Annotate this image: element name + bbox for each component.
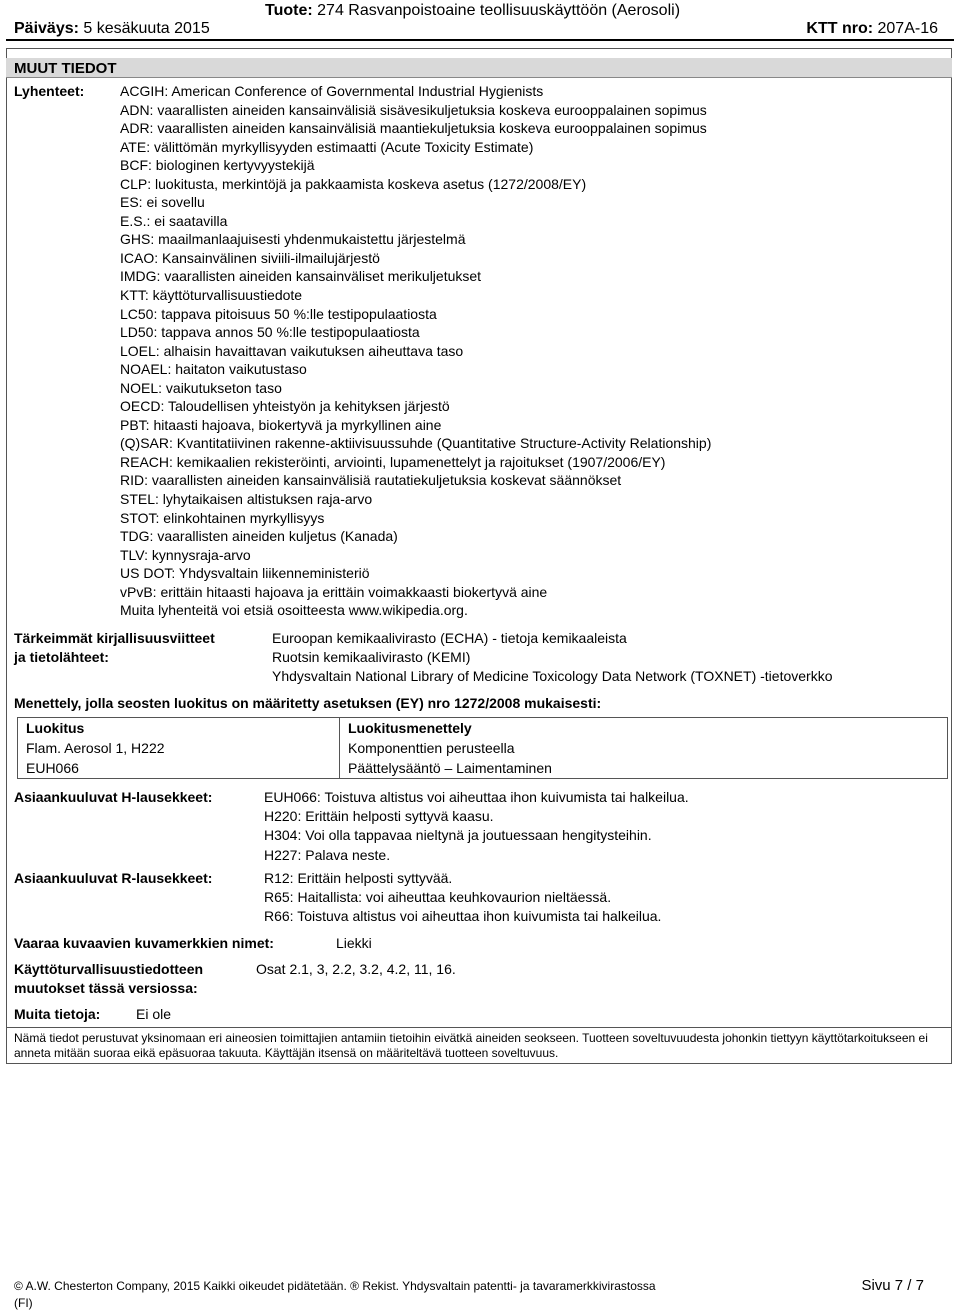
list-item: OECD: Taloudellisen yhteistyön ja kehityksen järjestö: [120, 398, 450, 415]
table-row: [18, 738, 948, 758]
changes-label-line-2: muutokset tässä versiossa:: [14, 980, 198, 996]
references-list: [272, 629, 833, 686]
list-item: Euroopan kemikaalivirasto (ECHA) - tietoja kemikaaleista: [272, 630, 627, 646]
table-header-cell: Luokitus: [18, 718, 340, 739]
changes-label: [14, 960, 203, 998]
table-cell: Flam. Aerosol 1, H222: [18, 738, 340, 758]
list-item: TDG: vaarallisten aineiden kuljetus (Kanada): [120, 528, 398, 545]
list-item: US DOT: Yhdysvaltain liikenneministeriö: [120, 565, 370, 582]
list-item: KTT: käyttöturvallisuustiedote: [120, 287, 303, 304]
r-statements-label: Asiaankuuluvat R-lausekkeet:: [14, 870, 213, 886]
list-item: REACH: kemikaalien rekisteröinti, arviointi, lupamenettelyt ja rajoitukset (1907/2006/EY): [120, 453, 666, 470]
ktt-value: 207A-16: [877, 20, 938, 37]
table-header-cell: Luokitusmenettely: [340, 718, 948, 739]
footer-copyright: © A.W. Chesterton Company, 2015 Kaikki oikeudet pidätetään. ® Rekist. Yhdysvaltain patentti- ja tavaramerkkivirastossa: [14, 1279, 656, 1293]
footer-locale: (FI): [14, 1296, 33, 1310]
list-item: ADN: vaarallisten aineiden kansainvälisiä sisävesikuljetuksia koskeva eurooppalainen sopimus: [120, 101, 707, 118]
list-item: E.S.: ei saatavilla: [120, 212, 228, 229]
list-item: R65: Haitallista: voi aiheuttaa keuhkovaurion nieltäessä.: [264, 889, 612, 905]
list-item: (Q)SAR: Kvantitatiivinen rakenne-aktiivisuussuhde (Quantitative Structure-Activity Relationship): [120, 435, 712, 452]
list-item: IMDG: vaarallisten aineiden kansainväliset merikuljetukset: [120, 268, 482, 285]
table-cell: Päättelysääntö – Laimentaminen: [340, 758, 948, 779]
product-label: Tuote:: [265, 2, 313, 19]
references-label-line-2: ja tietolähteet:: [14, 649, 109, 665]
references-label-line-1: Tärkeimmät kirjallisuusviitteet: [14, 630, 215, 646]
list-item: Ruotsin kemikaalivirasto (KEMI): [272, 649, 471, 665]
disclaimer-text: Nämä tiedot perustuvat yksinomaan eri aineosien toimittajien antamiin tietoihin eivätkä aineiden seokseen. Tuotteen soveltuvuudesta johonkin tiettyyn käyttötarkoitukseen ei anneta mitään suoraa eikä epäsuoraa takuuta. Käyttäjän itsensä on määriteltävä tuotteen soveltuvuus.: [14, 1031, 928, 1060]
list-item: ICAO: Kansainvälinen siviili-ilmailujärjestö: [120, 249, 380, 266]
list-item: ES: ei sovellu: [120, 194, 205, 211]
references-label: [14, 629, 215, 667]
list-item: NOAEL: haitaton vaikutustaso: [120, 361, 307, 378]
changes-label-line-1: Käyttöturvallisuustiedotteen: [14, 961, 204, 977]
date-value: 5 kesäkuuta 2015: [83, 20, 210, 37]
section-header-bar: [6, 58, 952, 78]
list-item: RID: vaarallisten aineiden kansainvälisiä rautatiekuljetuksia koskevat säännökset: [120, 472, 622, 489]
pictogram-value: Liekki: [336, 935, 372, 951]
classification-table: [17, 717, 948, 779]
header-date: [14, 20, 210, 38]
list-item: PBT: hitaasti hajoava, biokertyvä ja myrkyllinen aine: [120, 416, 442, 433]
list-item: H220: Erittäin helposti syttyvä kaasu.: [264, 808, 494, 825]
h-statements-list: [264, 788, 689, 865]
abbreviations-list: [120, 82, 711, 620]
list-item: STEL: lyhytaikaisen altistuksen raja-arvo: [120, 491, 373, 508]
list-item: Muita lyhenteitä voi etsiä osoitteesta www.wikipedia.org.: [120, 602, 468, 619]
list-item: EUH066: Toistuva altistus voi aiheuttaa ihon kuivumista tai halkeilua.: [264, 789, 689, 805]
list-item: CLP: luokitusta, merkintöjä ja pakkaamista koskeva asetus (1272/2008/EY): [120, 175, 587, 192]
pictogram-label: Vaaraa kuvaavien kuvamerkkien nimet:: [14, 935, 274, 951]
misc-label: Muita tietoja:: [14, 1006, 101, 1022]
table-cell: Komponenttien perusteella: [340, 738, 948, 758]
list-item: LD50: tappava annos 50 %:lle testipopulaatiosta: [120, 324, 420, 341]
disclaimer-divider: [6, 1027, 952, 1028]
header-ktt: [806, 20, 938, 38]
list-item: vPvB: erittäin hitaasti hajoava ja erittäin voimakkaasti biokertyvä aine: [120, 583, 548, 600]
list-item: R66: Toistuva altistus voi aiheuttaa ihon kuivumista tai halkeilua.: [264, 908, 662, 924]
list-item: H304: Voi olla tappavaa nieltynä ja joutuessaan hengitysteihin.: [264, 827, 652, 844]
list-item: NOEL: vaikutukseton taso: [120, 379, 282, 396]
list-item: ADR: vaarallisten aineiden kansainvälisiä maantiekuljetuksia koskeva eurooppalainen sopimus: [120, 120, 707, 137]
list-item: BCF: biologinen kertyvyystekijä: [120, 157, 315, 174]
table-row: [18, 758, 948, 779]
misc-value: Ei ole: [136, 1006, 172, 1022]
abbreviations-label: Lyhenteet:: [14, 83, 85, 99]
classification-method-heading: Menettely, jolla seosten luokitus on määritetty asetuksen (EY) nro 1272/2008 mukaisesti:: [14, 695, 602, 711]
list-item: GHS: maailmanlaajuisesti yhdenmukaistettu järjestelmä: [120, 231, 466, 248]
page-number: Sivu 7 / 7: [861, 1277, 924, 1294]
list-item: H227: Palava neste.: [264, 846, 391, 863]
section-title: MUUT TIEDOT: [14, 60, 117, 77]
list-item: ATE: välittömän myrkyllisyyden estimaatti (Acute Toxicity Estimate): [120, 138, 534, 155]
ktt-label: KTT nro:: [806, 20, 874, 37]
h-statements-label: Asiaankuuluvat H-lausekkeet:: [14, 789, 213, 805]
list-item: Yhdysvaltain National Library of Medicine Toxicology Data Network (TOXNET) -tietoverkko: [272, 668, 833, 684]
list-item: R12: Erittäin helposti syttyvää.: [264, 870, 453, 886]
list-item: ACGIH: American Conference of Governmental Industrial Hygienists: [120, 83, 544, 99]
list-item: LOEL: alhaisin havaittavan vaikutuksen aiheuttava taso: [120, 342, 464, 359]
table-header-row: [18, 718, 948, 739]
table-cell: EUH066: [18, 758, 340, 779]
changes-value: Osat 2.1, 3, 2.2, 3.2, 4.2, 11, 16.: [256, 961, 456, 977]
list-item: LC50: tappava pitoisuus 50 %:lle testipopulaatiosta: [120, 305, 437, 322]
header-divider: [6, 39, 954, 41]
date-label: Päiväys:: [14, 20, 79, 37]
list-item: STOT: elinkohtainen myrkyllisyys: [120, 509, 325, 526]
r-statements-list: [264, 869, 661, 926]
product-value: 274 Rasvanpoistoaine teollisuuskäyttöön (Aerosoli): [317, 2, 681, 19]
list-item: TLV: kynnysraja-arvo: [120, 546, 251, 563]
header-product: [265, 2, 680, 20]
